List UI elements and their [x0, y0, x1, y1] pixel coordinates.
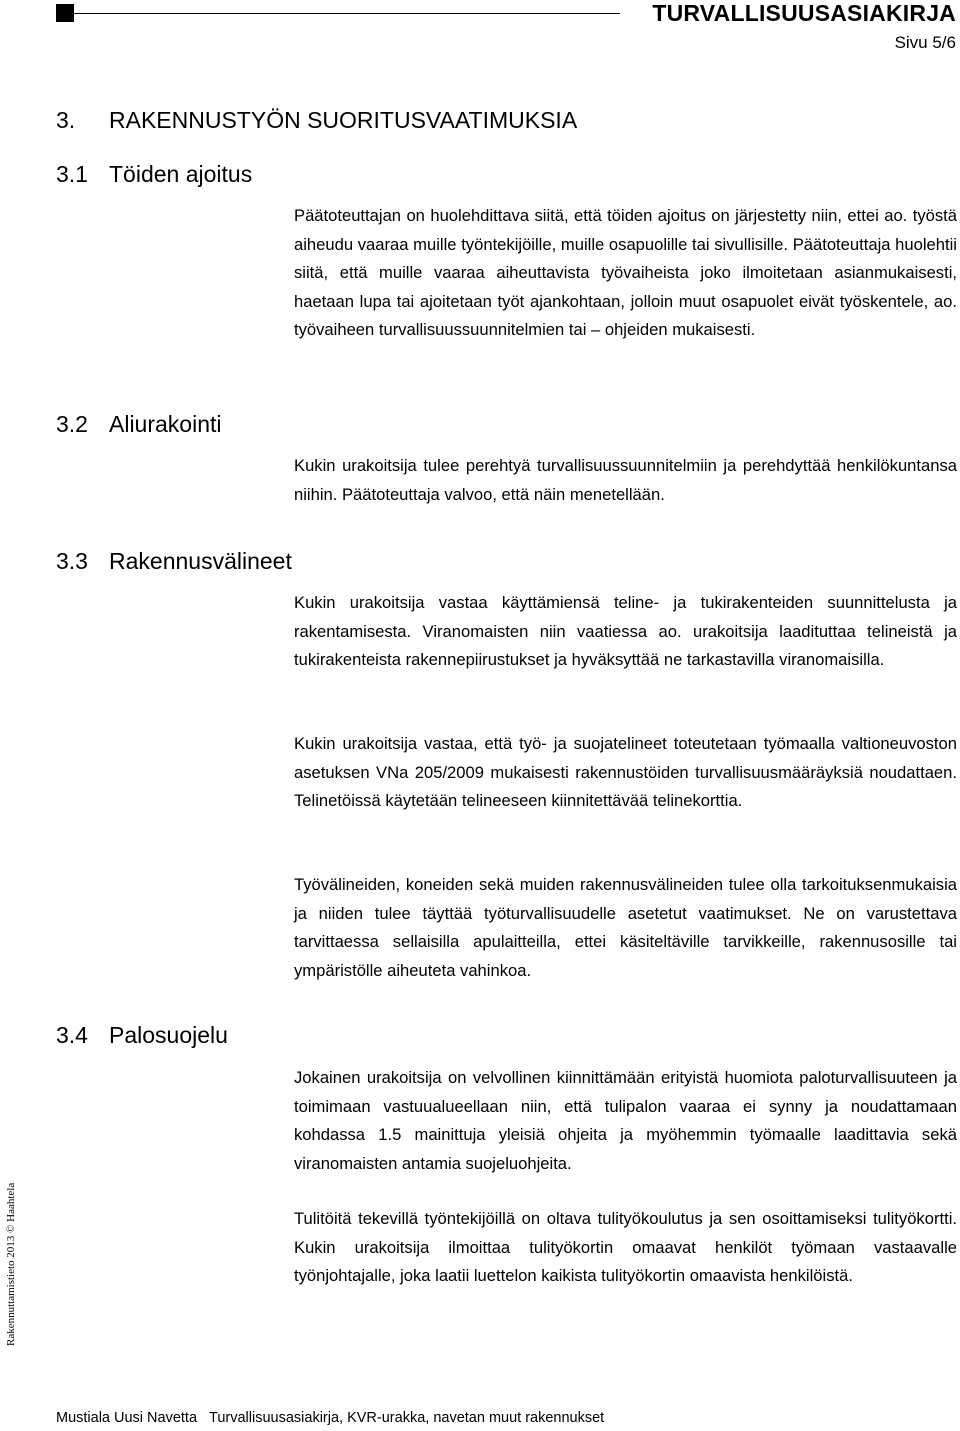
- footer-document: Turvallisuusasiakirja, KVR-urakka, navetan muut rakennukset: [209, 1410, 605, 1426]
- section-heading: [56, 107, 577, 134]
- subsection-number: 3.4: [56, 1022, 88, 1048]
- paragraph: Kukin urakoitsija tulee perehtyä turvallisuussuunnitelmiin ja perehdyttää henkilökuntansa niihin. Päätoteuttaja valvoo, että näin menetellään.: [294, 456, 957, 504]
- subsection-heading-3-3: [56, 548, 292, 575]
- section-number: 3.: [56, 107, 76, 133]
- header-rule: [74, 13, 620, 14]
- subsection-heading-3-1: [56, 161, 252, 188]
- subsection-number: 3.1: [56, 161, 88, 187]
- subsection-heading-3-4: [56, 1022, 228, 1049]
- footer-project: Mustiala Uusi Navetta: [56, 1410, 198, 1426]
- paragraph: Jokainen urakoitsija on velvollinen kiinnittämään erityistä huomiota paloturvallisuuteen ja toimimaan vastuualueellaan niin, että tulipalon vaaraa ei synny ja noudattamaan kohdassa 1.5 mainittuja yleisiä ohjeita ja myöhemmin työmaalle laadittavia sekä viranomaisten antamia suojeluohjeita.: [294, 1068, 957, 1173]
- subsection-title: Rakennusvälineet: [109, 548, 292, 574]
- subsection-title: Töiden ajoitus: [109, 161, 253, 187]
- page-number: Sivu 5/6: [894, 33, 956, 52]
- header-square-mark: [56, 4, 74, 22]
- paragraph: Päätoteuttajan on huolehdittava siitä, että töiden ajoitus on järjestetty niin, ettei ao. työstä aiheudu vaaraa muille työntekijöille, muille osapuolille tai sivullisille. Päätoteuttaja huolehtii siitä, että muille vaaraa aiheuttavista työvaiheista joko ilmoitetaan asianmukaisesti, haetaan lupa tai ajoitetaan työt ajankohtaan, jolloin muut osapuolet eivät työskentele, ao. työvaiheen turvallisuussuunnitelmien tai – ohjeiden mukaisesti.: [294, 206, 957, 339]
- copyright-sidebar: Rakennuttamistieto 2013 © Haahtela: [5, 1182, 17, 1346]
- section-title: RAKENNUSTYÖN SUORITUSVAATIMUKSIA: [109, 107, 578, 133]
- subsection-title: Palosuojelu: [109, 1022, 228, 1048]
- document-title: TURVALLISUUSASIAKIRJA: [652, 0, 956, 26]
- paragraph: Kukin urakoitsija vastaa, että työ- ja suojatelineet toteutetaan työmaalla valtioneuvoston asetuksen VNa 205/2009 mukaisesti rakennustöiden turvallisuusmääräyksiä noudattaen. Telinetöissä käytetään telineeseen kiinnitettävää telinekorttia.: [294, 734, 957, 810]
- subsection-heading-3-2: [56, 411, 222, 438]
- subsection-title: Aliurakointi: [109, 411, 222, 437]
- paragraph: Tulitöitä tekevillä työntekijöillä on oltava tulityökoulutus ja sen osoittamiseksi tulityökortti. Kukin urakoitsija ilmoittaa tulityökortin omaavat henkilöt työmaan vastaavalle työnjohtajalle, joka laatii luettelon kaikista tulityökortin omaavista henkilöistä.: [294, 1209, 957, 1285]
- paragraph: Työvälineiden, koneiden sekä muiden rakennusvälineiden tulee olla tarkoituksenmukaisia ja niiden tulee täyttää työturvallisuudelle asetetut vaatimukset. Ne on varustettava tarvittaessa sellaisilla apulaitteilla, ettei käsiteltäville tarvikkeille, rakennusosille tai ympäristölle aiheuteta vahinkoa.: [294, 875, 957, 980]
- paragraph: Kukin urakoitsija vastaa käyttämiensä teline- ja tukirakenteiden suunnittelusta ja rakentamisesta. Viranomaisten niin vaatiessa ao. urakoitsija laadituttaa telineistä ja tukirakenteista rakennepiirustukset ja hyväksyttää ne tarkastavilla viranomaisilla.: [294, 593, 957, 669]
- subsection-number: 3.3: [56, 548, 88, 574]
- subsection-number: 3.2: [56, 411, 88, 437]
- page-footer: [56, 1410, 604, 1426]
